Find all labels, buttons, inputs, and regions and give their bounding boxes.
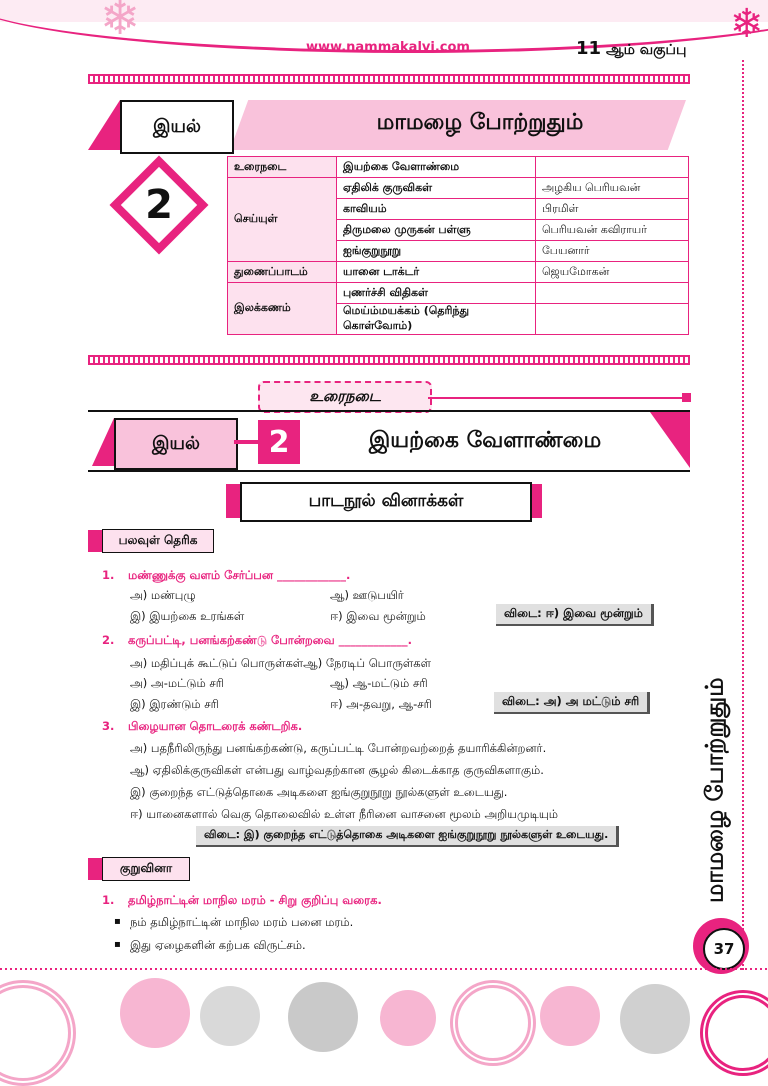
contents-author: பேயனார் [536,241,689,262]
lesson-iyal-label: இயல் [114,418,238,470]
q3-answer: விடை: இ) குறைந்த எட்டுத்தொகை அடிகளை ஐங்குறுநூறு நூல்களுள் உடையது. [196,826,619,847]
unit-number: 2 [145,182,173,228]
mid-ruler [88,355,690,365]
q1-option-b: ஆ) ஊடுபயிர் [330,588,404,602]
lesson-banner-bottom-line [88,470,690,472]
mcq-tag-accent [88,530,102,552]
page-number: 37 [703,928,745,970]
short-answer-point: ▪ நம் தமிழ்நாட்டின் மாநில மரம் பனை மரம். [130,915,353,931]
q2-option-c: இ) இரண்டும் சரி [130,697,219,711]
question-text: தமிழ்நாட்டின் மாநில மரம் - சிறு குறிப்பு வரைக. [128,893,382,907]
contents-topic: மெய்ம்மயக்கம் (தெரிந்து கொள்வோம்) [337,304,536,335]
lesson-number: 2 [258,420,300,464]
top-ruler [88,74,690,84]
lesson-band-accent [92,418,114,466]
contents-author [536,157,689,178]
lesson-title: இயற்கை வேளாண்மை [368,428,602,453]
contents-author [536,304,689,335]
q2-option-b: ஆ) ஆ-மட்டும் சரி [330,676,428,690]
q3-option-a: அ) பதநீரிலிருந்து பனங்கற்கண்டு, கருப்பட்டி போன்றவற்றைத் தயாரிக்கின்றனர். [130,741,547,755]
section-tag-line [428,397,686,399]
contents-row [228,262,689,283]
decor-circle [120,978,190,1048]
contents-section: செய்யுள் [228,178,337,262]
bottom-dots [0,968,768,970]
short-answer-point: ▪ இது ஏழைகளின் கற்பக விருட்சம். [130,938,306,954]
contents-topic: ஏதிலிக் குருவிகள் [337,178,536,199]
textbook-questions-title: பாடநூல் வினாக்கள் [240,482,532,522]
decor-circle [620,984,690,1054]
unit-iyal-label: இயல் [120,100,234,154]
q1-answer: விடை: ஈ) இவை மூன்றும் [496,604,654,626]
q3-option-c: இ) குறைந்த எட்டுத்தொகை அடிகளை ஐங்குறுநூறு நூல்களுள் உடையது. [130,785,508,799]
contents-section: துணைப்பாடம் [228,262,337,283]
contents-topic: இயற்கை வேளாண்மை [337,157,536,178]
q1-option-d: ஈ) இவை மூன்றும் [330,609,426,623]
q2-answer: விடை: அ) அ மட்டும் சரி [494,692,650,714]
question-text: கருப்பட்டி, பனங்கற்கண்டு போன்றவை ____________. [128,633,413,647]
contents-author: அழகிய பெரியவன் [536,178,689,199]
contents-section: இலக்கணம் [228,283,337,335]
decor-circle [540,986,600,1046]
snowflake-icon: ❄ [730,1,764,47]
contents-row [228,283,689,304]
short-answer-label: குறுவினா [102,857,190,881]
question-number: 3. [102,719,115,733]
contents-row [228,157,689,178]
contents-topic: காவியம் [337,199,536,220]
question-3 [102,719,302,735]
decor-circle [200,986,260,1046]
decor-circle [288,982,358,1052]
q3-option-b: ஆ) ஏதிலிக்குருவிகள் என்பது வாழ்வதற்கான சூழல் கிடைக்காத குருவிகளாகும். [130,763,544,777]
side-lesson-title: மாமழை போற்றுதும் [700,677,729,903]
contents-topic: ஐங்குறுநூறு [337,241,536,262]
question-2 [102,633,412,649]
snowflake-icon: ❄ [100,0,141,46]
grade-number: 11 [576,38,602,59]
decor-circle [700,990,768,1076]
website-url[interactable]: www.nammakalvi.com [306,40,470,55]
short-tag-accent [88,858,102,880]
contents-section: உரைநடை [228,157,337,178]
q2-option-a: அ) அ-மட்டும் சரி [130,676,225,690]
q2-intro: அ) மதிப்புக் கூட்டுப் பொருள்கள்ஆ) நேரடிப் பொருள்கள் [130,656,431,670]
grade-text: ஆம் வகுப்பு [605,42,687,58]
section-tag-dot [682,393,691,402]
contents-topic: புணர்ச்சி விதிகள் [337,283,536,304]
contents-author: ஜெயமோகன் [536,262,689,283]
lesson-banner-top-line [88,410,690,412]
question-1 [102,568,350,584]
question-number: 1. [102,568,115,582]
question-number: 1. [102,893,115,907]
contents-author [536,283,689,304]
decor-circle [0,980,76,1086]
question-number: 2. [102,633,115,647]
contents-topic: யானை டாக்டர் [337,262,536,283]
contents-author: பெரியவன் கவிராயர் [536,220,689,241]
grade-label [576,38,686,60]
q2-option-d: ஈ) அ-தவறு, ஆ-சரி [330,697,432,711]
tbq-left-accent [226,484,240,518]
decor-circle [450,980,536,1066]
contents-row [228,178,689,199]
mcq-label: பலவுள் தெரிக [102,529,214,553]
right-margin-dots [742,60,744,970]
contents-topic: திருமலை முருகன் பள்ளு [337,220,536,241]
lesson-band-right-accent [650,412,690,468]
lesson-connector [234,440,260,444]
contents-author: பிரமிள் [536,199,689,220]
question-text: மண்ணுக்கு வளம் சேர்ப்பன ____________. [128,568,351,582]
short-question-1 [102,893,382,909]
q1-option-a: அ) மண்புழு [130,588,196,602]
q3-option-d: ஈ) யானைகளால் வெகு தொலைவில் உள்ள நீரினை வாசனை மூலம் அறியமுடியும் [130,807,559,821]
unit-band-accent [88,100,120,150]
q1-option-c: இ) இயற்கை உரங்கள் [130,609,245,623]
section-tag: உரைநடை [258,381,432,413]
contents-table [227,156,689,335]
question-text: பிழையான தொடரைக் கண்டறிக. [128,719,303,733]
unit-title: மாமழை போற்றுதும் [376,110,584,135]
decor-circle [380,990,436,1046]
